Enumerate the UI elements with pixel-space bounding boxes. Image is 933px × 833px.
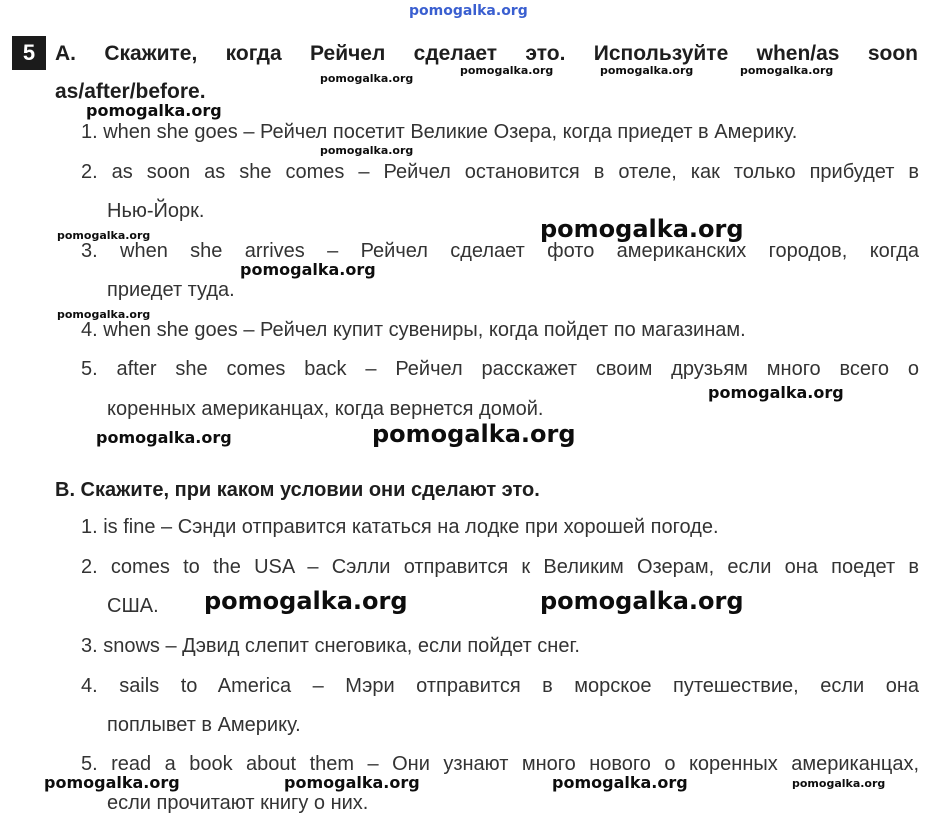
exercise-number-badge: 5 [12,36,46,70]
watermark: pomogalka.org [44,773,180,792]
watermark: pomogalka.org [96,428,232,447]
watermark: pomogalka.org [552,773,688,792]
watermark: pomogalka.org [240,260,376,279]
watermark: pomogalka.org [372,420,576,448]
section-a-heading-continued: as/after/before. [55,80,206,103]
section-a-item-1: 1. when she goes – Рейчел посетит Великие Озера, когда приедет в Америку. [81,121,798,143]
watermark: pomogalka.org [57,229,151,242]
section-a-item-5-continued: коренных американцах, когда вернется домой. [107,398,544,420]
watermark: pomogalka.org [86,101,222,120]
watermark: pomogalka.org [460,64,554,77]
section-b-item-5-continued: если прочитают книгу о них. [107,792,369,814]
watermark: pomogalka.org [284,773,420,792]
section-b-item-4: 4. sails to America – Мэри отправится в морское путешествие, если она [81,675,919,697]
section-a-item-3-continued: приедет туда. [107,279,235,301]
watermark: pomogalka.org [57,308,151,321]
site-watermark-top: pomogalka.org [409,3,528,19]
section-b-heading: B. Скажите, при каком условии они сделают это. [55,479,540,501]
watermark: pomogalka.org [540,587,744,615]
section-a-item-4: 4. when she goes – Рейчел купит сувениры, когда пойдет по магазинам. [81,319,746,341]
watermark: pomogalka.org [792,777,886,790]
watermark: pomogalka.org [708,383,844,402]
section-a-item-3: 3. when she arrives – Рейчел сделает фото американских городов, когда [81,240,919,262]
section-b-item-5: 5. read a book about them – Они узнают много нового о коренных американцах, [81,753,919,775]
section-a-item-2: 2. as soon as she comes – Рейчел остановится в отеле, как только прибудет в [81,161,919,183]
watermark: pomogalka.org [540,215,744,243]
section-b-item-1: 1. is fine – Сэнди отправится кататься на лодке при хорошей погоде. [81,516,719,538]
watermark: pomogalka.org [320,144,414,157]
section-a-heading: A. Скажите, когда Рейчел сделает это. Используйте when/as soon [55,42,918,65]
watermark: pomogalka.org [204,587,408,615]
watermark: pomogalka.org [320,72,414,85]
section-b-item-3: 3. snows – Дэвид слепит снеговика, если пойдет снег. [81,635,580,657]
section-b-item-2-continued: США. [107,595,159,617]
section-a-item-2-continued: Нью-Йорк. [107,200,205,222]
section-b-item-4-continued: поплывет в Америку. [107,714,301,736]
section-a-item-5: 5. after she comes back – Рейчел расскажет своим друзьям много всего о [81,358,919,380]
watermark: pomogalka.org [600,64,694,77]
section-b-item-2: 2. comes to the USA – Сэлли отправится к Великим Озерам, если она поедет в [81,556,919,578]
watermark: pomogalka.org [740,64,834,77]
